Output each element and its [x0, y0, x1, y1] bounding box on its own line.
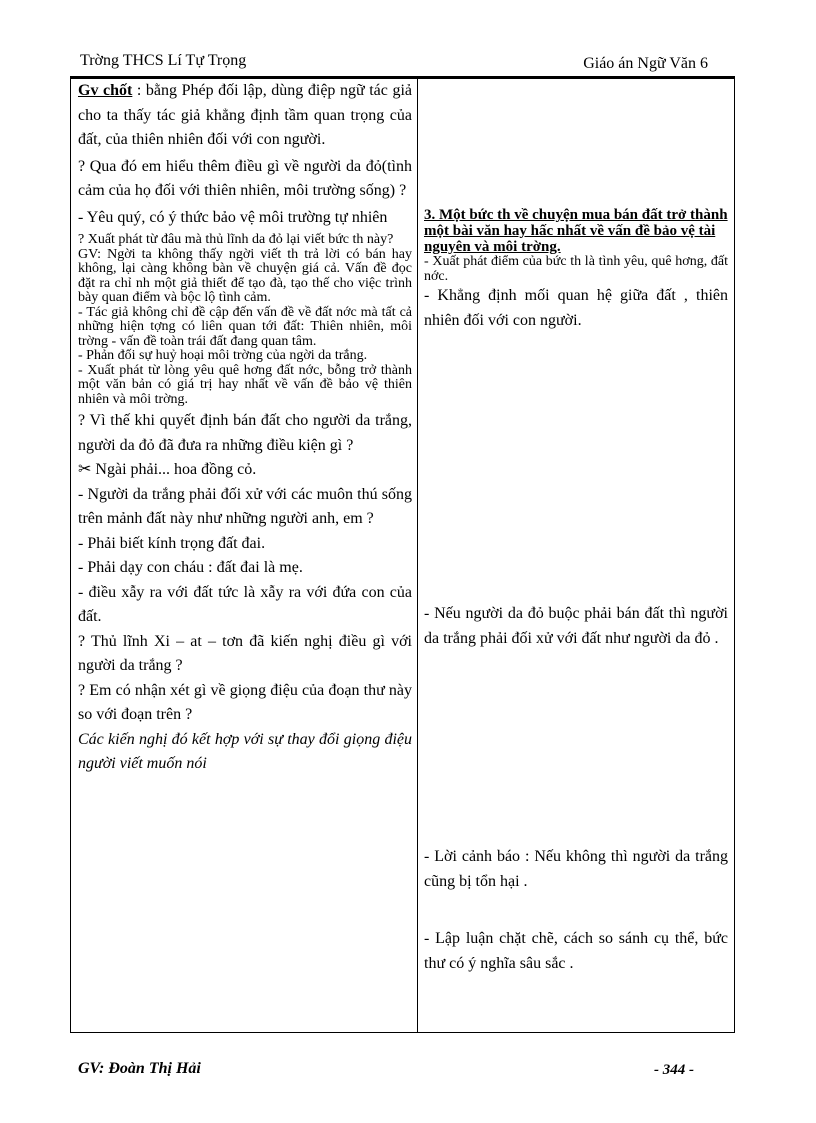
header-subject: Giáo án Ngữ Văn 6 [583, 55, 708, 72]
right-point-4: - Lời cảnh báo : Nếu không thì người da trắng cũng bị tổn hại . [424, 848, 728, 890]
scissors-icon: ✂ [78, 461, 92, 478]
right-point-1: - Xuất phát điểm của bức th là tình yêu, quê hơng, đất nớc. [424, 254, 728, 284]
conclusion-italic: Các kiến nghị đó kết hợp với sự thay đổi giọng điệu người viết muốn nói [78, 730, 412, 772]
right-point-5: - Lập luận chặt chẽ, cách so sánh cụ thể, bức thư có ý nghĩa sâu sắc . [424, 930, 728, 972]
section-3-heading: 3. Một bức th về chuyện mua bán đất trở thành một bài văn hay hấc nhất về vấn đề bảo vệ tài nguyên và môi trờng. [424, 207, 728, 255]
teacher-note-2: GV: Ngời ta không thấy ngời viết th trả lời có bán hay không, lại càng không bàn về chuyện giá cả. Vấn đề đọc đặt ra chỉ nh một giả thiết để tạo đà, tạo thế cho việc trình bày quan điểm và bộc lộ tình cảm. [78, 246, 412, 305]
discussion-3: - Xuất phát từ lòng yêu quê hơng đất nớc, bỗng trở thành một văn bản có giá trị hay nhất về vấn đề bảo vệ thiên nhiên và môi trờng. [78, 362, 412, 407]
answer-5: - Phải biết kính trọng đất đai. [78, 534, 266, 552]
answer-3: ✂ Ngài phải... hoa đồng cỏ. [78, 461, 257, 478]
right-block-2 [424, 602, 728, 651]
section-3 [424, 207, 728, 333]
right-block-3 [424, 845, 728, 894]
right-point-2: - Khẳng định mối quan hệ giữa đất , thiên nhiên đối với con người. [424, 287, 728, 329]
teacher-conclusion-label: Gv chốt [78, 82, 133, 99]
answer-6: - Phải dạy con cháu : đất đai là mẹ. [78, 559, 303, 576]
answer-7: - điều xẫy ra với đất tức là xẫy ra với đứa con của đất. [78, 583, 412, 625]
right-block-4 [424, 927, 728, 976]
discussion-1: - Tác giả không chỉ đề cập đến vấn đề về đất nớc mà tất cả những hiện tợng có liên quan tới đất: Thiên nhiên, môi trờng - vấn đề toàn trái đất đang quan tâm. [78, 304, 412, 349]
right-column [418, 79, 735, 1033]
teacher-conclusion: Gv chốt : bằng Phép đối lập, dùng điệp ngữ tác giả cho ta thấy tác giả khẳng định tầm quan trọng của đất, của thiên nhiên đối với con người. [78, 82, 412, 148]
lesson-table [70, 78, 735, 1033]
footer-teacher: GV: Đoàn Thị Hải [78, 1060, 201, 1077]
question-4: ? Thủ lĩnh Xi – at – tơn đã kiến nghị điều gì với người da trắng ? [78, 632, 412, 674]
left-column [71, 79, 418, 1033]
discussion-2: - Phản đối sự huỷ hoại môi trờng của ngời da trắng. [78, 348, 368, 363]
question-2: ? Xuất phát từ đâu mà thủ lĩnh da đỏ lại viết bức th này? [78, 232, 394, 247]
answer-1: - Yêu quý, có ý thức bảo vệ môi trường tự nhiên [78, 208, 388, 226]
right-point-3: - Nếu người da đỏ buộc phải bán đất thì người da trắng phải đối xử với đất như người da đỏ . [424, 605, 728, 647]
footer-page-number: - 344 - [654, 1062, 694, 1078]
question-5: ? Em có nhận xét gì về giọng điệu của đoạn thư này so với đoạn trên ? [78, 681, 412, 723]
header-school: Trờng THCS Lí Tự Trọng [80, 52, 247, 69]
question-3: ? Vì thế khi quyết định bán đất cho người da trắng, người da đỏ đã đưa ra những điều kiện gì ? [78, 412, 412, 454]
question-1: ? Qua đó em hiểu thêm điều gì về người da đỏ(tình cảm của họ đối với thiên nhiên, môi trường sống) ? [78, 157, 412, 199]
answer-4: - Người da trắng phải đối xử với các muôn thú sống trên mảnh đất này như những người anh, em ? [78, 485, 412, 527]
